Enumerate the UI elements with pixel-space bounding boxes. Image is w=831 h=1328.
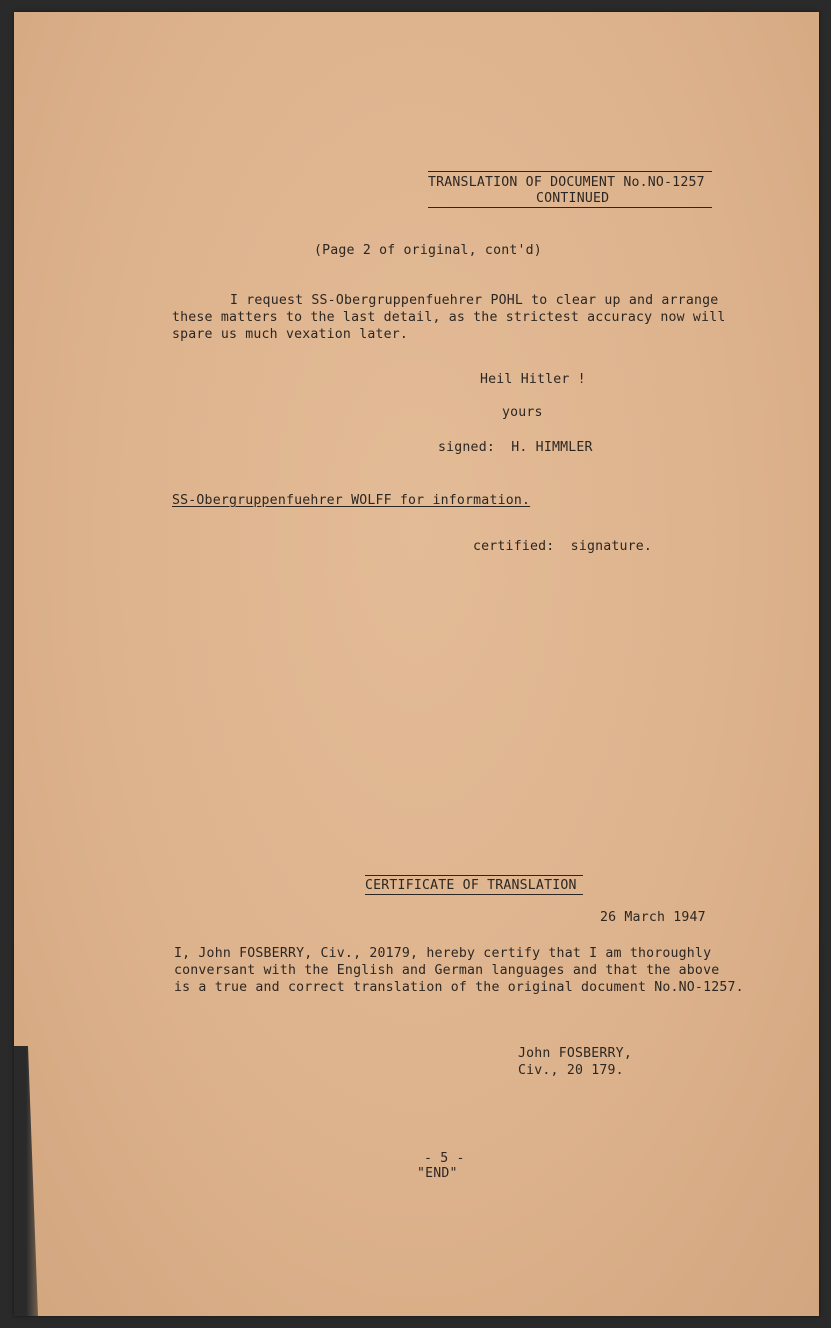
document-title-continued: CONTINUED [536,191,610,206]
certificate-line-2: conversant with the English and German languages and that the above [174,963,720,978]
body-line-1: I request SS-Obergruppenfuehrer POHL to clear up and arrange [230,293,719,308]
translator-name: John FOSBERRY, [518,1046,632,1061]
document-page [14,12,819,1316]
distribution-note: SS-Obergruppenfuehrer WOLFF for information. [172,493,531,508]
header-rule-top [428,171,712,172]
certificate-date: 26 March 1947 [600,910,706,925]
body-line-3: spare us much vexation later. [172,327,409,342]
signature-line: signed: H. HIMMLER [438,440,593,455]
translator-civ-number: Civ., 20 179. [518,1063,624,1078]
header-rule-bottom [428,207,712,208]
document-title: TRANSLATION OF DOCUMENT No.NO-1257 [428,175,705,190]
closing-yours: yours [502,405,543,420]
certificate-title: CERTIFICATE OF TRANSLATION [365,878,577,893]
page-reference: (Page 2 of original, cont'd) [314,243,542,258]
end-marker: "END" [417,1166,458,1181]
page-number: - 5 - [424,1151,465,1166]
salutation: Heil Hitler ! [480,372,586,387]
certificate-line-1: I, John FOSBERRY, Civ., 20179, hereby certify that I am thoroughly [174,946,712,961]
certificate-line-3: is a true and correct translation of the original document No.NO-1257. [174,980,744,995]
certificate-rule-top [365,875,583,876]
body-line-2: these matters to the last detail, as the strictest accuracy now will [172,310,726,325]
certificate-rule-bottom [365,894,583,895]
certified-signature: certified: signature. [473,539,653,554]
